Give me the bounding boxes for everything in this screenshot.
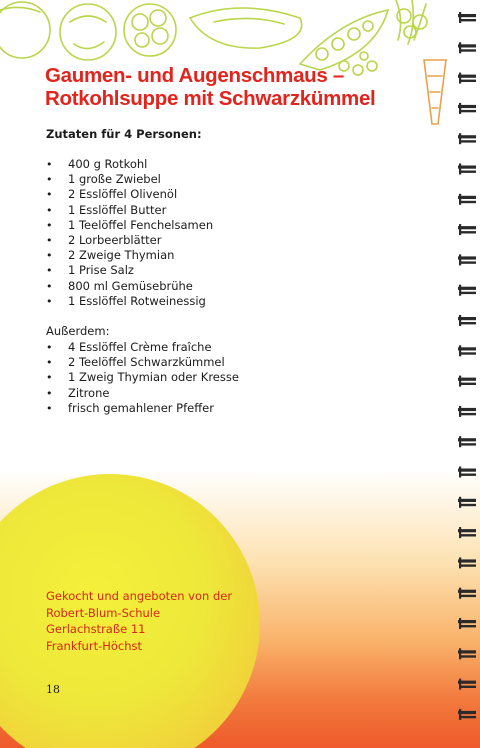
binding-ring xyxy=(458,133,476,144)
binding-ring xyxy=(458,42,476,53)
list-item: • 1 Esslöffel Rotweinessig xyxy=(46,294,213,309)
page-number: 18 xyxy=(46,683,60,696)
binding-ring xyxy=(458,103,476,114)
extras-heading: Außerdem: xyxy=(46,324,110,338)
binding-ring xyxy=(458,315,476,326)
list-item: • 400 g Rotkohl xyxy=(46,157,213,172)
binding-ring xyxy=(458,648,476,659)
binding-ring xyxy=(458,497,476,508)
list-item: • 1 große Zwiebel xyxy=(46,172,213,187)
binding-ring xyxy=(458,376,476,387)
binding-ring xyxy=(458,164,476,175)
binding-ring xyxy=(458,527,476,538)
list-item: • 800 ml Gemüsebrühe xyxy=(46,279,213,294)
title-line-2: Rotkohlsuppe mit Schwarzkümmel xyxy=(45,87,376,110)
list-item: • 1 Teelöffel Fenchelsamen xyxy=(46,218,213,233)
recipe-title xyxy=(45,64,435,110)
binding-ring xyxy=(458,679,476,690)
spiral-binding-icon xyxy=(448,0,480,748)
list-item: • frisch gemahlener Pfeffer xyxy=(46,401,239,416)
binding-ring xyxy=(458,194,476,205)
binding-ring xyxy=(458,12,476,23)
binding-ring xyxy=(458,709,476,720)
list-item: • 1 Prise Salz xyxy=(46,263,213,278)
binding-ring xyxy=(458,285,476,296)
binding-ring xyxy=(458,224,476,235)
binding-ring xyxy=(458,406,476,417)
ingredients-list xyxy=(46,157,213,309)
credits-block xyxy=(46,588,232,654)
list-item: • 4 Esslöffel Crème fraîche xyxy=(46,340,239,355)
list-item: • 1 Esslöffel Butter xyxy=(46,203,213,218)
list-item: • 2 Teelöffel Schwarzkümmel xyxy=(46,355,239,370)
list-item: • 1 Zweig Thymian oder Kresse xyxy=(46,370,239,385)
credits-line: Frankfurt-Höchst xyxy=(46,638,143,653)
extras-list xyxy=(46,340,239,416)
binding-ring xyxy=(458,73,476,84)
list-item: • 2 Zweige Thymian xyxy=(46,248,213,263)
binding-ring xyxy=(458,467,476,478)
binding-ring xyxy=(458,618,476,629)
binding-ring xyxy=(458,436,476,447)
binding-ring xyxy=(458,254,476,265)
list-item: • Zitrone xyxy=(46,386,239,401)
list-item: • 2 Esslöffel Olivenöl xyxy=(46,187,213,202)
credits-line: Gekocht und angeboten von der xyxy=(46,589,233,603)
ingredients-heading: Zutaten für 4 Personen: xyxy=(46,127,202,141)
binding-ring xyxy=(458,588,476,599)
credits-line: Gerlachstraße 11 xyxy=(46,622,146,636)
binding-ring xyxy=(458,345,476,356)
list-item: • 2 Lorbeerblätter xyxy=(46,233,213,248)
credits-line: Robert-Blum-Schule xyxy=(46,605,161,620)
title-line-1: Gaumen- und Augenschmaus – xyxy=(45,64,344,87)
binding-ring xyxy=(458,557,476,568)
